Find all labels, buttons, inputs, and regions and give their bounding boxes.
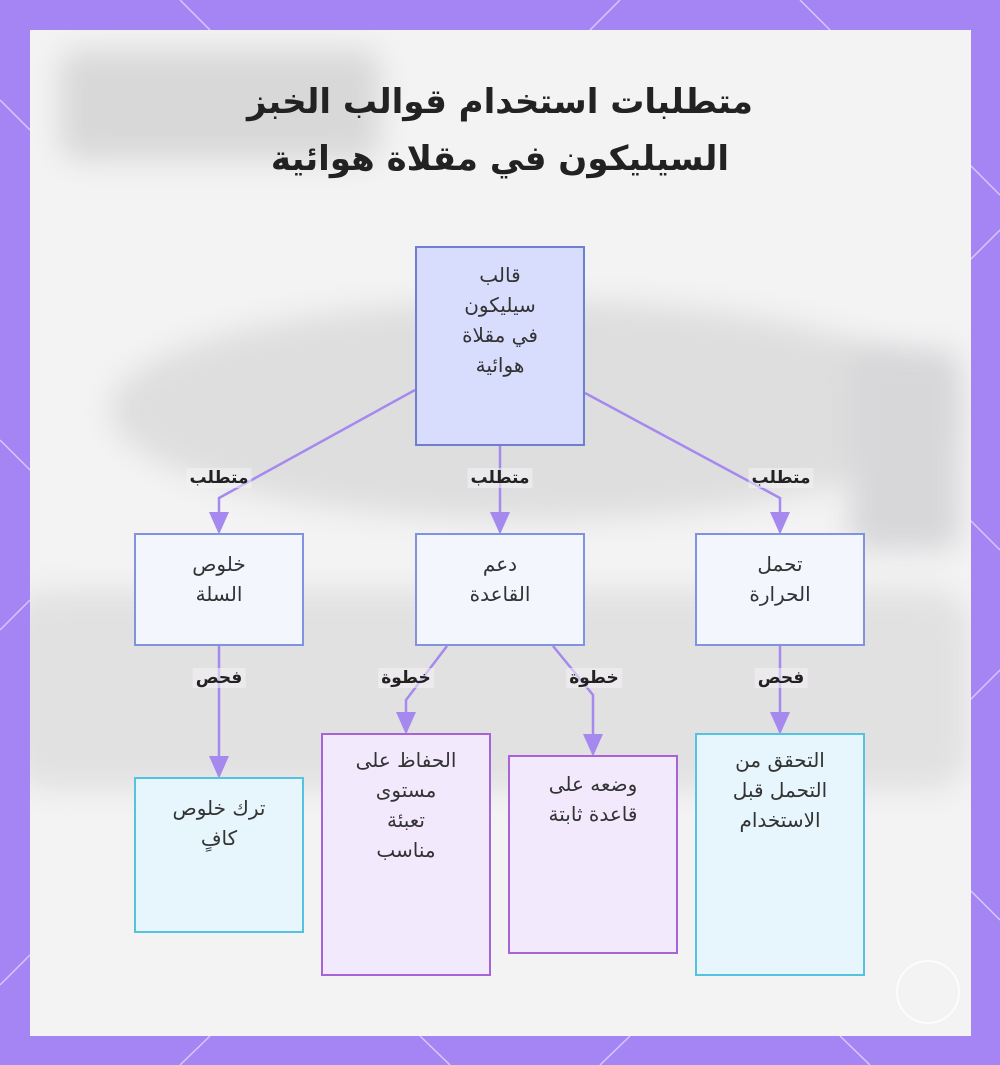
root-node: قالب سيليكون في مقلاة هوائية: [415, 246, 585, 446]
node-leave-clearance: ترك خلوص كافٍ: [134, 777, 304, 933]
node-base-support: دعم القاعدة: [415, 533, 585, 646]
edge-label-step: خطوة: [378, 668, 434, 688]
edge-label-requires: متطلب: [468, 468, 533, 488]
edge-root-basket: [219, 390, 415, 532]
diagram-title-line-1: متطلبات استخدام قوالب الخبز: [247, 82, 753, 122]
edge-base-fill: [406, 646, 447, 732]
diagram-title-line-2: السيليكون في مقلاة هوائية: [270, 139, 730, 179]
node-verify-tolerance: التحقق من التحمل قبل الاستخدام: [695, 733, 865, 976]
edge-label-check: فحص: [755, 668, 808, 688]
edge-base-stable: [553, 646, 593, 754]
node-stable-base: وضعه على قاعدة ثابتة: [508, 755, 678, 954]
edge-label-step: خطوة: [566, 668, 622, 688]
edge-label-requires: متطلب: [187, 468, 252, 488]
edge-root-heat: [585, 393, 780, 532]
watermark-logo: [896, 960, 960, 1024]
node-maintain-fill-level: الحفاظ على مستوى تعبئة مناسب: [321, 733, 491, 976]
node-basket-clearance: خلوص السلة: [134, 533, 304, 646]
node-heat-tolerance: تحمل الحرارة: [695, 533, 865, 646]
edge-label-check: فحص: [193, 668, 246, 688]
edge-label-requires: متطلب: [749, 468, 814, 488]
